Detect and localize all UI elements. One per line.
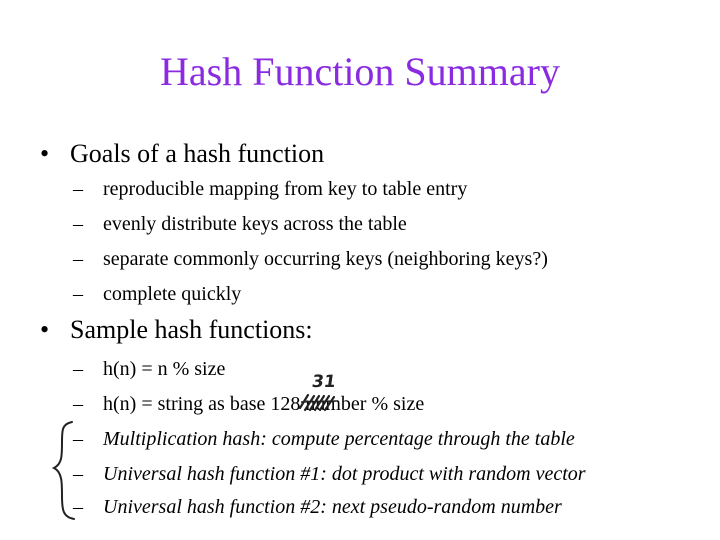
subitem-text: Universal hash function #1: dot product with random vector bbox=[103, 463, 586, 485]
dash-icon: – bbox=[73, 496, 83, 518]
subitem-text: complete quickly bbox=[103, 283, 242, 305]
dash-icon: – bbox=[73, 463, 83, 485]
subitem-text-before: h(n) = string as base bbox=[103, 393, 271, 415]
dash-icon: – bbox=[73, 428, 83, 450]
dash-icon: – bbox=[73, 393, 83, 415]
subitem bbox=[73, 176, 467, 202]
subitem-text: Multiplication hash: compute percentage through the table bbox=[103, 428, 575, 450]
subitem-text: reproducible mapping from key to table entry bbox=[103, 178, 468, 200]
subitem bbox=[73, 461, 586, 487]
struck-base-text: 128 bbox=[270, 393, 301, 415]
bullet-sample-hash-functions bbox=[40, 314, 313, 346]
subitem-text: evenly distribute keys across the table bbox=[103, 213, 407, 235]
subitem bbox=[73, 281, 241, 307]
subitem bbox=[73, 391, 424, 417]
subitem bbox=[73, 356, 225, 382]
subitem-text: h(n) = n % size bbox=[103, 358, 226, 380]
subitem bbox=[73, 246, 548, 272]
slide-title: Hash Function Summary bbox=[160, 49, 560, 94]
subitem bbox=[73, 494, 562, 520]
handwritten-brace-icon bbox=[50, 418, 76, 522]
dash-icon: – bbox=[73, 283, 83, 305]
bullet-text: Sample hash functions: bbox=[70, 315, 313, 344]
subitem bbox=[73, 426, 575, 452]
bullet-text: Goals of a hash function bbox=[70, 139, 325, 168]
subitem-text: separate commonly occurring keys (neighboring keys?) bbox=[103, 248, 548, 270]
subitem-text: Universal hash function #2: next pseudo-random number bbox=[103, 496, 562, 518]
subitem bbox=[73, 211, 407, 237]
bullet-icon: • bbox=[40, 315, 50, 344]
bullet-goals bbox=[40, 138, 324, 170]
scribble-strike-icon bbox=[298, 392, 340, 412]
dash-icon: – bbox=[73, 248, 83, 270]
handwritten-annotation: 31 bbox=[310, 372, 338, 392]
subitem-text-after: number % size bbox=[300, 393, 425, 415]
bullet-icon: • bbox=[40, 139, 50, 168]
dash-icon: – bbox=[73, 178, 83, 200]
dash-icon: – bbox=[73, 358, 83, 380]
dash-icon: – bbox=[73, 213, 83, 235]
